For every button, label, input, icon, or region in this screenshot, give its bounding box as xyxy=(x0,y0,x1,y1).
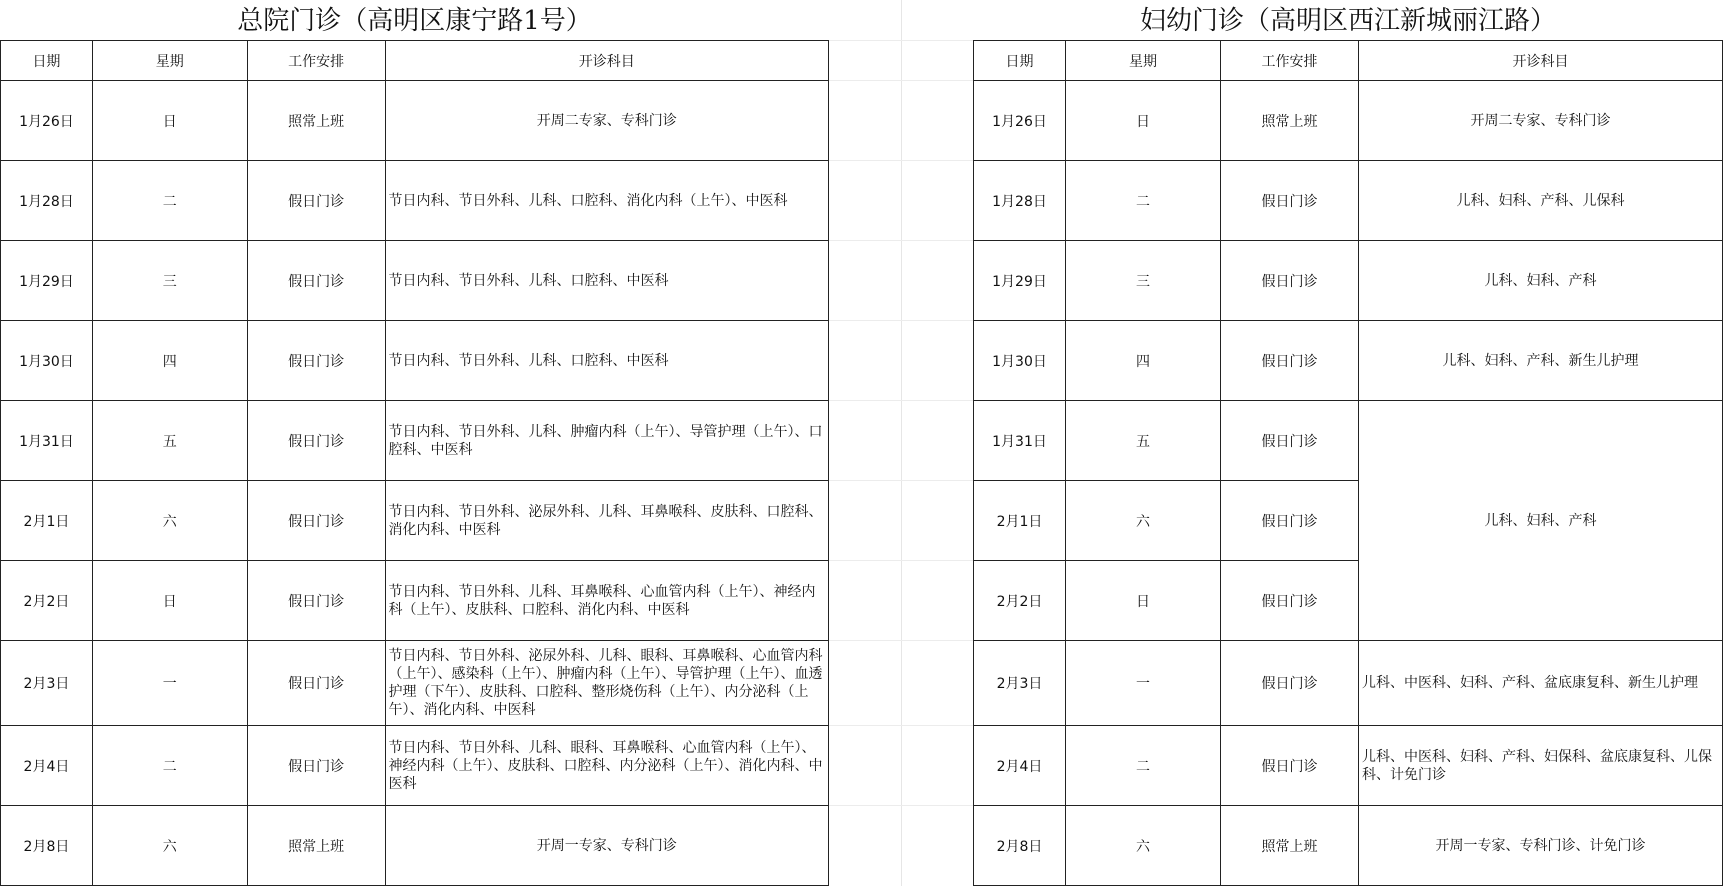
table-row xyxy=(974,321,1723,401)
date-cell: 2月1日 xyxy=(974,481,1066,561)
date-cell: 2月3日 xyxy=(1,641,93,726)
table-row xyxy=(974,641,1723,726)
weekday-cell: 五 xyxy=(92,401,247,481)
subjects-cell: 儿科、妇科、产科、新生儿护理 xyxy=(1359,321,1723,401)
weekday-cell: 二 xyxy=(1066,161,1221,241)
subjects-cell: 节日内科、节日外科、儿科、口腔科、中医科 xyxy=(385,321,828,401)
arrangement-cell: 假日门诊 xyxy=(247,641,385,726)
table-header-row xyxy=(1,41,829,81)
subjects-cell: 儿科、妇科、产科 xyxy=(1359,241,1723,321)
arrangement-cell: 假日门诊 xyxy=(247,161,385,241)
column-header-weekday: 星期 xyxy=(1066,41,1221,81)
table-row xyxy=(1,321,829,401)
subjects-cell: 节日内科、节日外科、儿科、口腔科、中医科 xyxy=(385,241,828,321)
weekday-cell: 一 xyxy=(92,641,247,726)
arrangement-cell: 假日门诊 xyxy=(1221,561,1359,641)
arrangement-cell: 假日门诊 xyxy=(247,561,385,641)
table-row xyxy=(1,806,829,886)
subjects-cell: 节日内科、节日外科、儿科、眼科、耳鼻喉科、心血管内科（上午）、神经内科（上午）、皮肤科、口腔科、内分泌科（上午）、消化内科、中医科 xyxy=(385,726,828,806)
date-cell: 1月28日 xyxy=(1,161,93,241)
column-header-arrangement: 工作安排 xyxy=(1221,41,1359,81)
weekday-cell: 四 xyxy=(1066,321,1221,401)
weekday-cell: 日 xyxy=(1066,561,1221,641)
weekday-cell: 二 xyxy=(92,726,247,806)
date-cell: 1月30日 xyxy=(974,321,1066,401)
arrangement-cell: 假日门诊 xyxy=(1221,321,1359,401)
column-header-weekday: 星期 xyxy=(92,41,247,81)
table-row xyxy=(974,806,1723,886)
date-cell: 2月4日 xyxy=(1,726,93,806)
arrangement-cell: 假日门诊 xyxy=(1221,241,1359,321)
main-clinic-panel xyxy=(0,0,829,886)
weekday-cell: 六 xyxy=(1066,806,1221,886)
sheet-gridline-gap xyxy=(829,0,973,886)
date-cell: 2月4日 xyxy=(974,726,1066,806)
arrangement-cell: 照常上班 xyxy=(247,806,385,886)
arrangement-cell: 假日门诊 xyxy=(247,321,385,401)
main-clinic-title: 总院门诊（高明区康宁路1号） xyxy=(237,6,592,36)
table-row xyxy=(1,641,829,726)
weekday-cell: 日 xyxy=(92,561,247,641)
column-header-date: 日期 xyxy=(974,41,1066,81)
maternal-child-clinic-title: 妇幼门诊（高明区西江新城丽江路） xyxy=(1139,6,1556,36)
date-cell: 1月26日 xyxy=(974,81,1066,161)
table-row xyxy=(974,401,1723,481)
table-header-row xyxy=(974,41,1723,81)
weekday-cell: 六 xyxy=(1066,481,1221,561)
date-cell: 1月31日 xyxy=(1,401,93,481)
subjects-cell: 开周一专家、专科门诊 xyxy=(385,806,828,886)
subjects-cell: 节日内科、节日外科、泌尿外科、儿科、眼科、耳鼻喉科、心血管内科（上午）、感染科（上午）、肿瘤内科（上午）、导管护理（上午）、血透护理（下午）、皮肤科、口腔科、整形烧伤科（上午）、内分泌科（上午）、消化内科、中医科 xyxy=(385,641,828,726)
subjects-cell: 节日内科、节日外科、儿科、口腔科、消化内科（上午）、中医科 xyxy=(385,161,828,241)
arrangement-cell: 假日门诊 xyxy=(1221,726,1359,806)
date-cell: 2月2日 xyxy=(1,561,93,641)
date-cell: 2月3日 xyxy=(974,641,1066,726)
weekday-cell: 四 xyxy=(92,321,247,401)
arrangement-cell: 假日门诊 xyxy=(247,401,385,481)
subjects-cell: 开周一专家、专科门诊、计免门诊 xyxy=(1359,806,1723,886)
date-cell: 2月8日 xyxy=(1,806,93,886)
subjects-cell: 开周二专家、专科门诊 xyxy=(385,81,828,161)
subjects-cell: 儿科、妇科、产科、儿保科 xyxy=(1359,161,1723,241)
date-cell: 1月28日 xyxy=(974,161,1066,241)
table-row xyxy=(1,161,829,241)
date-cell: 1月26日 xyxy=(1,81,93,161)
weekday-cell: 二 xyxy=(1066,726,1221,806)
table-row xyxy=(974,241,1723,321)
column-header-date: 日期 xyxy=(1,41,93,81)
arrangement-cell: 假日门诊 xyxy=(247,241,385,321)
date-cell: 1月30日 xyxy=(1,321,93,401)
table-row xyxy=(1,81,829,161)
date-cell: 1月29日 xyxy=(1,241,93,321)
date-cell: 1月31日 xyxy=(974,401,1066,481)
table-row xyxy=(1,401,829,481)
arrangement-cell: 假日门诊 xyxy=(1221,401,1359,481)
table-row xyxy=(1,726,829,806)
column-header-arrangement: 工作安排 xyxy=(247,41,385,81)
subjects-cell: 儿科、中医科、妇科、产科、妇保科、盆底康复科、儿保科、计免门诊 xyxy=(1359,726,1723,806)
weekday-cell: 日 xyxy=(1066,81,1221,161)
date-cell: 2月2日 xyxy=(974,561,1066,641)
weekday-cell: 六 xyxy=(92,481,247,561)
arrangement-cell: 假日门诊 xyxy=(1221,641,1359,726)
subjects-cell: 开周二专家、专科门诊 xyxy=(1359,81,1723,161)
main-clinic-schedule-table xyxy=(0,40,829,886)
subjects-merged-cell: 儿科、妇科、产科 xyxy=(1359,401,1723,641)
arrangement-cell: 假日门诊 xyxy=(247,481,385,561)
weekday-cell: 六 xyxy=(92,806,247,886)
weekday-cell: 二 xyxy=(92,161,247,241)
weekday-cell: 三 xyxy=(92,241,247,321)
weekday-cell: 三 xyxy=(1066,241,1221,321)
weekday-cell: 日 xyxy=(92,81,247,161)
table-row xyxy=(1,561,829,641)
arrangement-cell: 照常上班 xyxy=(1221,81,1359,161)
table-row xyxy=(974,161,1723,241)
subjects-cell: 节日内科、节日外科、儿科、耳鼻喉科、心血管内科（上午）、神经内科（上午）、皮肤科、口腔科、消化内科、中医科 xyxy=(385,561,828,641)
subjects-cell: 节日内科、节日外科、泌尿外科、儿科、耳鼻喉科、皮肤科、口腔科、消化内科、中医科 xyxy=(385,481,828,561)
date-cell: 2月1日 xyxy=(1,481,93,561)
arrangement-cell: 假日门诊 xyxy=(1221,481,1359,561)
subjects-cell: 节日内科、节日外科、儿科、肿瘤内科（上午）、导管护理（上午）、口腔科、中医科 xyxy=(385,401,828,481)
date-cell: 1月29日 xyxy=(974,241,1066,321)
column-header-subjects: 开诊科目 xyxy=(1359,41,1723,81)
table-row xyxy=(1,241,829,321)
weekday-cell: 五 xyxy=(1066,401,1221,481)
maternal-child-schedule-table xyxy=(973,40,1723,886)
arrangement-cell: 照常上班 xyxy=(1221,806,1359,886)
arrangement-cell: 假日门诊 xyxy=(1221,161,1359,241)
arrangement-cell: 照常上班 xyxy=(247,81,385,161)
table-row xyxy=(1,481,829,561)
maternal-child-clinic-panel xyxy=(973,0,1723,886)
weekday-cell: 一 xyxy=(1066,641,1221,726)
column-header-subjects: 开诊科目 xyxy=(385,41,828,81)
table-row xyxy=(974,726,1723,806)
arrangement-cell: 假日门诊 xyxy=(247,726,385,806)
subjects-cell: 儿科、中医科、妇科、产科、盆底康复科、新生儿护理 xyxy=(1359,641,1723,726)
date-cell: 2月8日 xyxy=(974,806,1066,886)
table-row xyxy=(974,81,1723,161)
